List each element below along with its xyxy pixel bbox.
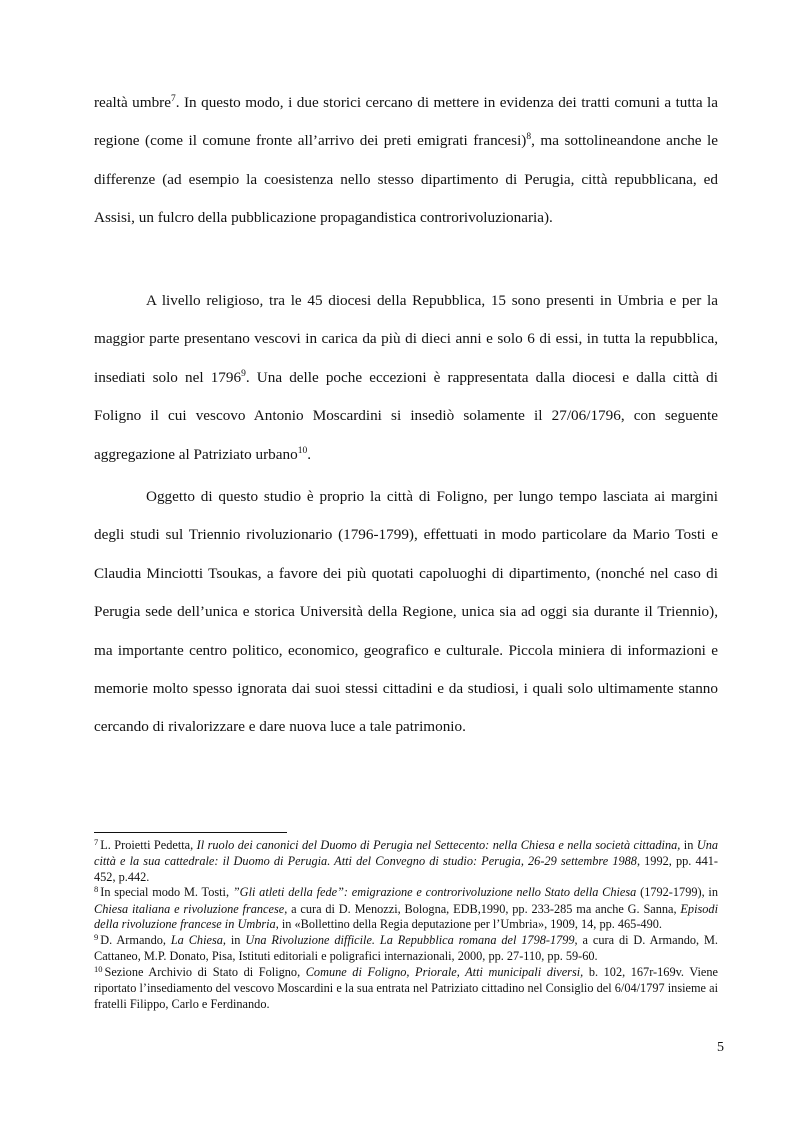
note-title: ”Gli atleti della fede”: emigrazione e controrivoluzione nello Stato della Chiesa [232,885,637,900]
note-text: , a cura di D. Menozzi, Bologna, EDB,1990, pp. 233-285 ma anche G. Sanna, [284,901,681,916]
note-title: Una Rivoluzione difficile. La Repubblica romana del 1798-1799, [245,932,578,947]
body-paragraph-2 [94,282,718,474]
note-text: b. 102, 167r-169v. Viene riportato l’insediamento del vescovo Moscardini e la sua entrata nel Patriziato cittadino nel Consiglio del 6/04/1797 insieme ai fratelli Filippo, Carlo e Ferdinando. [94,965,718,1011]
footnote-number: 8 [94,884,99,895]
page-number: 5 [717,1040,724,1055]
note-text: D. Armando, [100,932,171,947]
note-text: (1792-1799), in [636,885,719,900]
text-run: , ma sottolineandone anche le differenze (ad esempio la coesistenza nello stesso dipartimento di Perugia, città repubblicana, ed Assisi, un fulcro della pubblicazione propagandistica controrivoluzionaria). [94,132,718,227]
body-paragraph-1 [94,84,718,238]
note-text: in [680,838,697,852]
note-title: Il ruolo dei canonici del Duomo di Perugia nel Settecento: nella Chiesa e nella società cittadina, [196,838,681,852]
text-run: . [307,445,311,463]
note-title: Chiesa italiana e rivoluzione francese [94,901,285,916]
note-title: Comune di Foligno, Priorale, Atti municipali diversi, [305,965,584,980]
footnote-ref-9[interactable]: 9 [241,368,246,379]
footnote-number: 10 [94,964,103,975]
note-title: La Chiesa, [170,932,226,947]
footnote-10 [94,965,718,1012]
text-run: Oggetto di questo studio è proprio la città di Foligno, per lungo tempo lasciata ai margini degli studi sul Triennio rivoluzionario (1796-1799), effettuati in modo particolare da Mario Tosti e Claudia Minciotti Tsoukas, a favore dei più quotati capoluoghi di dipartimento, (nonché nel caso di Perugia sede dell’unica e storica Università della Regione, unica sia ad oggi sia durante il Triennio), ma importante centro politico, economico, geografico e culturale. Piccola miniera di informazioni e memorie molto spesso ignorata dai suoi stessi cittadini e da studiosi, i quali solo ultimamente stanno cercando di rivalorizzare e dare nuova luce a tale patrimonio. [94,488,718,736]
text-run: A livello religioso, tra le 45 diocesi della Repubblica, 15 sono presenti in Umbria e per la maggior parte presentano vescovi in carica da più di dieci anni e solo 6 di essi, in tutta la repubblica, insediati solo nel 1796 [94,292,718,386]
footnote-9 [94,933,718,965]
note-text: in [225,932,246,947]
footnote-ref-8[interactable]: 8 [526,132,532,143]
footnote-ref-10[interactable]: 10 [297,445,308,456]
footnote-7 [94,838,718,885]
note-text: In special modo M. Tosti, [100,885,233,900]
text-run: . Una delle poche eccezioni è rappresentata dalla diocesi e dalla città di Foligno il cui vescovo Antonio Moscardini si insediò solamente il 27/06/1796, con seguente aggregazione al Patriziato urbano [94,368,718,463]
footnotes [94,838,718,1013]
body-paragraph-3 [94,478,718,747]
footnote-separator [94,832,287,833]
footnote-8 [94,885,718,932]
note-text: , 1992, pp. 441-452, p.442. [94,854,718,884]
note-text: L. Proietti Pedetta, [100,838,197,852]
note-text: a cura di D. Armando, M. Cattaneo, M.P. Donato, Pisa, Istituti editoriali e poligrafici internazionali, 2000, pp. 27-110, pp. 59-60. [94,932,718,964]
note-title: Una città e la sua cattedrale: il Duomo di Perugia. Atti del Convegno di studio: Perugia, 26-29 settembre 1988 [94,838,718,869]
footnote-number: 9 [94,931,99,942]
note-text: Sezione Archivio di Stato di Foligno, [104,965,306,980]
footnote-number: 7 [94,837,99,847]
footnote-ref-7[interactable]: 7 [170,94,176,104]
note-text: , in «Bollettino della Regia deputazione per l’Umbria», 1909, 14, pp. 465-490. [275,917,662,932]
text-run: realtà umbre [94,94,171,111]
note-title: Episodi della rivoluzione francese in Umbria [94,901,718,932]
text-run: . In questo modo, i due storici cercano di mettere in evidenza dei tratti comuni a tutta la regione (come il comune fronte all’arrivo dei preti emigrati francesi) [94,94,718,150]
